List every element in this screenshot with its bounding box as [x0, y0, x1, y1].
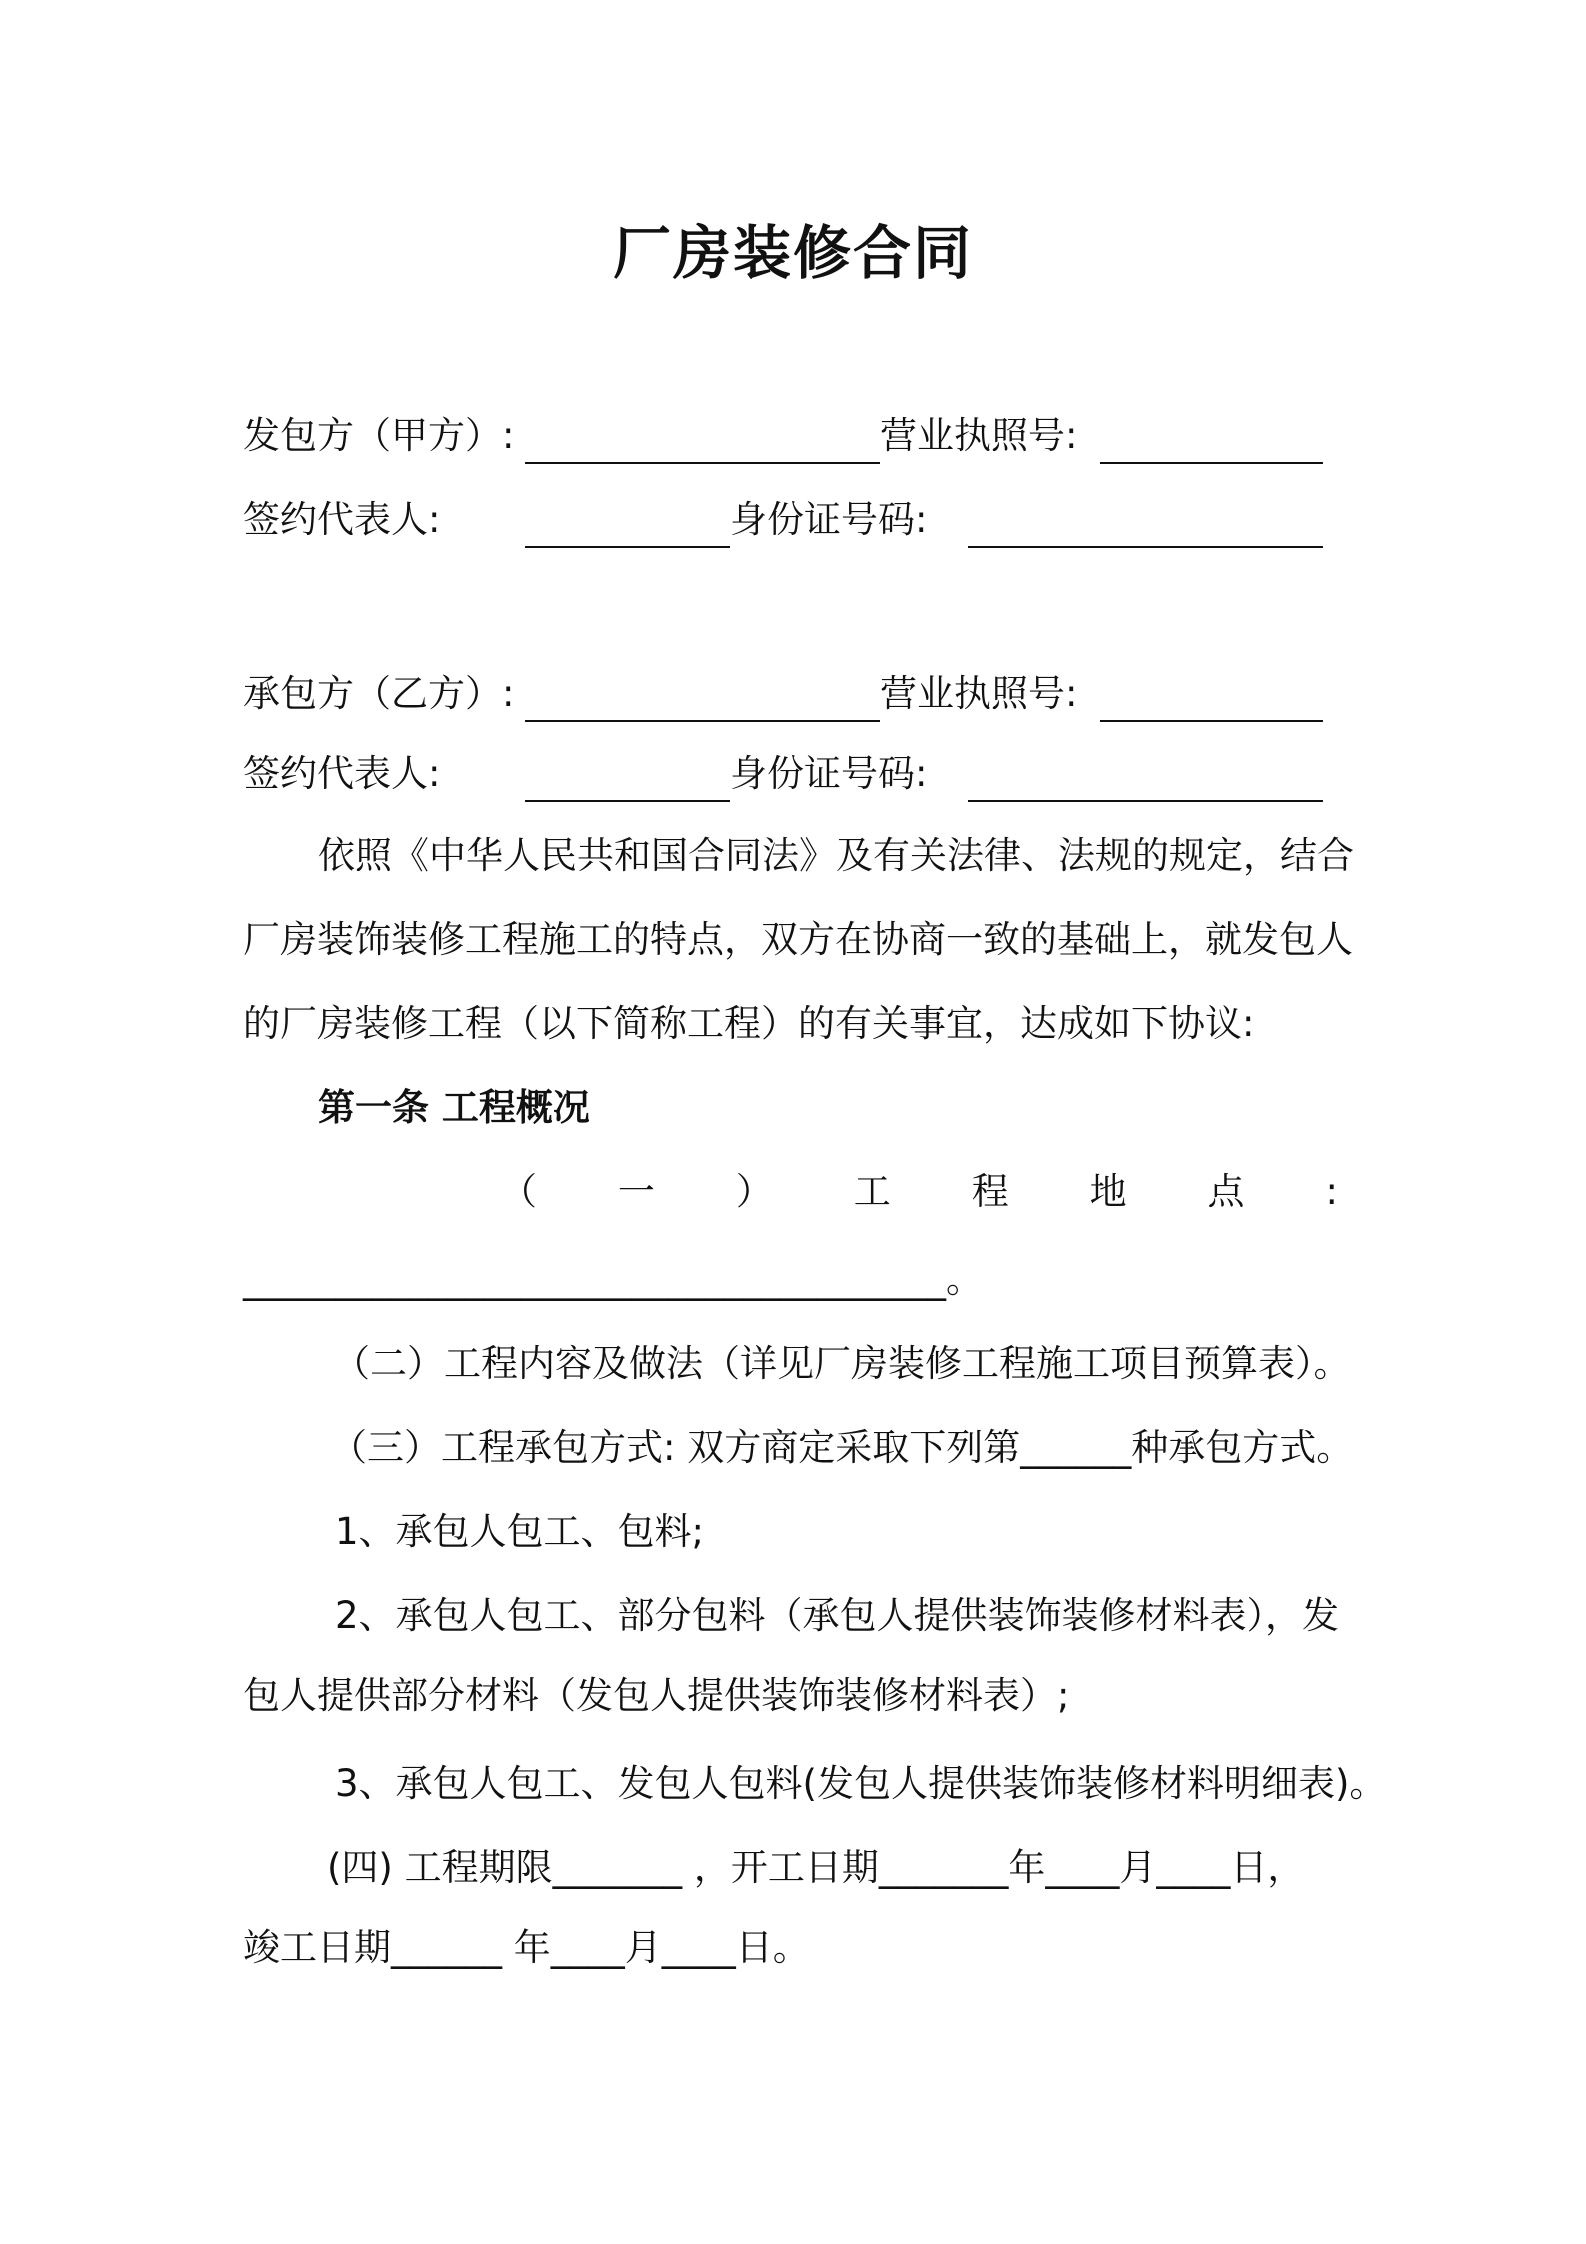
- item-4-schedule-line-1: (四) 工程期限_______ ，开工日期_______年____月____日，: [327, 1846, 1305, 1889]
- item-1-char: ）: [735, 1170, 773, 1213]
- item-1-char: 工: [853, 1170, 891, 1213]
- item-1-location-label: [500, 1168, 1338, 1216]
- intro-line-1: 依照《中华人民共和国合同法》及有关法律、法规的规定，结合: [318, 834, 1354, 877]
- party-b-license-label: 营业执照号:: [880, 672, 1078, 715]
- document-title: 厂房装修合同: [612, 219, 973, 287]
- party-a-rep-label: 签约代表人:: [243, 498, 441, 541]
- option-2-line-1: 2、承包人包工、部分包料（承包人提供装饰装修材料表），发: [335, 1594, 1340, 1637]
- party-a-rep-field[interactable]: [525, 546, 730, 548]
- item-2-content: （二）工程内容及做法（详见厂房装修工程施工项目预算表）。: [333, 1342, 1351, 1385]
- party-a-label: 发包方（甲方）:: [243, 414, 515, 457]
- item-1-char: :: [1325, 1170, 1338, 1213]
- party-b-id-label: 身份证号码:: [730, 752, 928, 795]
- item-1-char: 一: [617, 1170, 655, 1213]
- item-1-char: 地: [1089, 1170, 1127, 1213]
- party-b-name-field[interactable]: [525, 720, 880, 722]
- party-a-license-label: 营业执照号:: [880, 414, 1078, 457]
- party-b-rep-field[interactable]: [525, 800, 730, 802]
- item-1-char: 程: [971, 1170, 1009, 1213]
- intro-line-2: 厂房装饰装修工程施工的特点，双方在协商一致的基础上，就发包人: [243, 918, 1353, 961]
- party-a-name-field[interactable]: [525, 462, 880, 464]
- party-b-rep-label: 签约代表人:: [243, 752, 441, 795]
- item-1-char: （: [500, 1170, 537, 1213]
- party-b-label: 承包方（乙方）:: [243, 672, 515, 715]
- option-3: 3、承包人包工、发包人包料(发包人提供装饰装修材料明细表)。: [335, 1762, 1387, 1805]
- party-b-license-field[interactable]: [1100, 720, 1323, 722]
- party-a-id-label: 身份证号码:: [730, 498, 928, 541]
- item-1-char: 点: [1207, 1170, 1245, 1213]
- option-1: 1、承包人包工、包料;: [335, 1510, 705, 1553]
- party-a-id-field[interactable]: [968, 546, 1323, 548]
- party-a-license-field[interactable]: [1100, 462, 1323, 464]
- article-1-heading: 第一条 工程概况: [318, 1086, 590, 1129]
- party-b-id-field[interactable]: [968, 800, 1323, 802]
- item-1-location-blank: ______________________________________。: [243, 1258, 983, 1301]
- item-4-schedule-line-2: 竣工日期______ 年____月____日。: [243, 1926, 810, 1969]
- option-2-line-2: 包人提供部分材料（发包人提供装饰装修材料表）;: [243, 1674, 1070, 1717]
- item-3-contract-mode: （三）工程承包方式: 双方商定采取下列第______种承包方式。: [330, 1426, 1354, 1469]
- intro-line-3: 的厂房装修工程（以下简称工程）的有关事宜，达成如下协议:: [243, 1002, 1255, 1045]
